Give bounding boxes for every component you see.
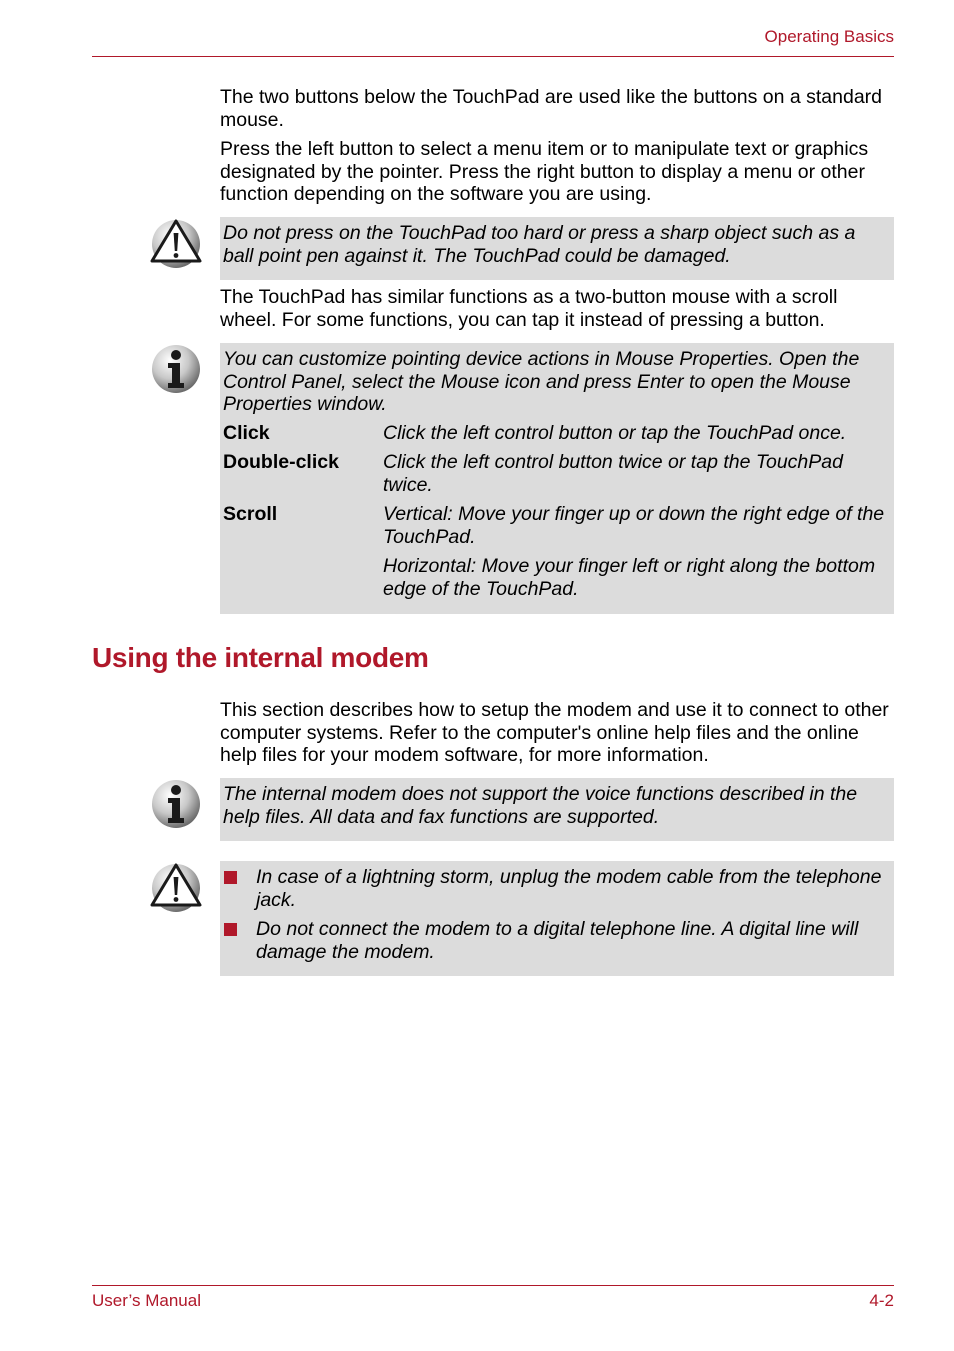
header-rule: [92, 56, 894, 57]
pointer-actions-table: [223, 422, 888, 601]
list-item: [223, 918, 888, 963]
list-item: [223, 866, 888, 911]
caution-box-1: [220, 217, 894, 280]
caution-bullet-text: Do not connect the modem to a digital telephone line. A digital line will damage the modem.: [256, 918, 859, 963]
table-row: [223, 451, 888, 496]
note-box-1: [220, 343, 894, 614]
action-definition: Click the left control button twice or tap the TouchPad twice.: [383, 451, 843, 496]
caution-box-2: [220, 861, 894, 976]
section-heading: Using the internal modem: [92, 642, 429, 673]
note-text-1: You can customize pointing device actions in Mouse Properties. Open the Control Panel, select the Mouse icon and press Enter to open the Mouse Properties window.: [223, 348, 860, 415]
action-definition: Click the left control button or tap the TouchPad once.: [383, 421, 847, 444]
intro-paragraph-1: The two buttons below the TouchPad are used like the buttons on a standard mouse.: [220, 86, 883, 131]
info-icon: [150, 343, 202, 395]
header-section-title: Operating Basics: [764, 27, 894, 46]
footer-manual-title: User’s Manual: [92, 1291, 201, 1310]
intro-paragraph-2: Press the left button to select a menu item or to manipulate text or graphics designated by the pointer. Press the right button to display a menu or other function depending on the software you are using.: [220, 138, 869, 205]
warning-triangle-icon: [150, 861, 202, 913]
footer-rule: [92, 1285, 894, 1286]
caution-text-1: Do not press on the TouchPad too hard or press a sharp object such as a ball point pen against it. The TouchPad could be damaged.: [223, 222, 856, 267]
table-row: [223, 503, 888, 600]
note-text-2: The internal modem does not support the voice functions described in the help files. All data and fax functions are supported.: [223, 783, 858, 828]
caution-bullet-text: In case of a lightning storm, unplug the modem cable from the telephone jack.: [256, 866, 882, 911]
action-term: Scroll: [223, 503, 278, 525]
action-definition: Horizontal: Move your finger left or right along the bottom edge of the TouchPad.: [383, 555, 876, 600]
bullet-square-icon: [224, 923, 237, 936]
action-term: Double-click: [223, 451, 339, 473]
touchpad-paragraph: The TouchPad has similar functions as a two-button mouse with a scroll wheel. For some functions, you can tap it instead of pressing a button.: [220, 286, 838, 331]
info-icon: [150, 778, 202, 830]
modem-paragraph: This section describes how to setup the modem and use it to connect to other computer systems. Refer to the computer's online help files and the online help files for your modem software, for more information.: [220, 699, 889, 766]
action-definition: Vertical: Move your finger up or down the right edge of the TouchPad.: [383, 503, 885, 548]
note-box-2: [220, 778, 894, 841]
page-number: 4-2: [869, 1291, 894, 1310]
table-row: [223, 422, 888, 445]
action-term: Click: [223, 421, 270, 444]
warning-triangle-icon: [150, 217, 202, 269]
bullet-square-icon: [224, 871, 237, 884]
